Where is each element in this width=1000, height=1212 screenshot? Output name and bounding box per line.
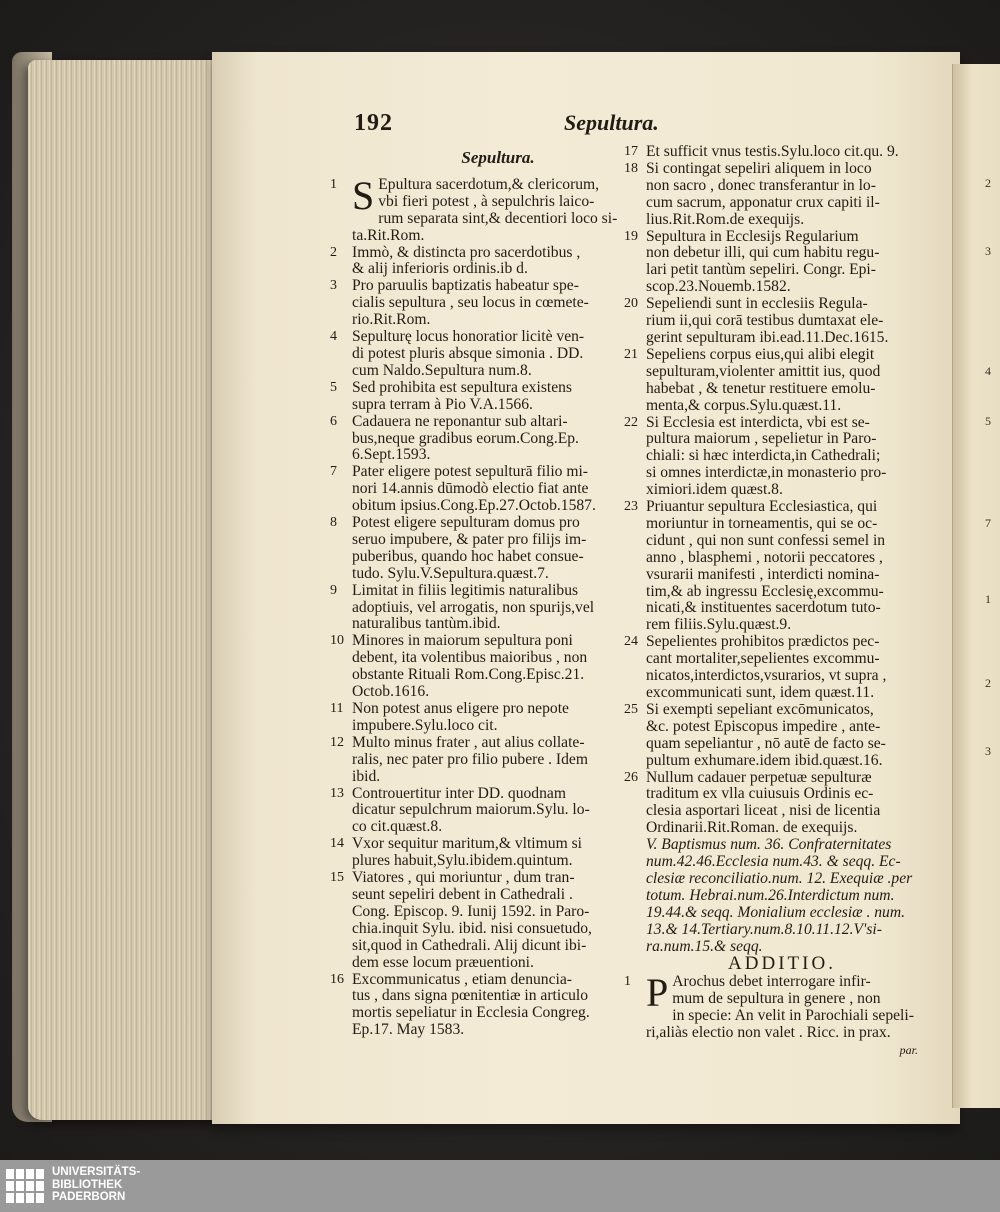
entry-line: Cong. Episcop. 9. Iunij 1592. in Paro- (352, 902, 590, 920)
entry-line: seruo impubere, & pater pro filijs im- (352, 530, 587, 548)
entry-line: pultura maiorum , sepelietur in Paro- (646, 430, 877, 448)
numbered-entry (622, 347, 922, 415)
entry-line: quam sepeliantur , nō autē de facto se- (646, 734, 886, 752)
entry-line: Octob.1616. (352, 683, 430, 701)
entry-line: cum Naldo.Sepultura num.8. (352, 361, 532, 379)
entry-number: 4 (330, 329, 337, 345)
entry-line: cidunt , qui non sunt confessi semel in (646, 531, 886, 549)
numbered-entry (328, 633, 628, 701)
numbered-entry (622, 499, 922, 634)
numbered-entry (328, 786, 628, 837)
entry-line: vsurarii manifesti , interdicti nomina- (646, 565, 880, 583)
entry-line: pultum exhumare.idem ibid.quæst.16. (646, 751, 883, 769)
entry-line: Viatores , qui moriuntur , dum tran- (352, 869, 575, 887)
entry-number: 3 (330, 278, 337, 294)
entry-line: nori 14.annis dūmodò electio fiat ante (352, 480, 589, 498)
facing-page-margin-number: 4 (985, 364, 991, 378)
entry-line: rium ii,qui corā testibus dumtaxat ele- (646, 312, 884, 330)
entry-number: 19 (624, 228, 638, 244)
entry-line: in specie: An velit in Parochiali sepeli- (672, 1007, 914, 1025)
entry-line: chiali: si hæc interdicta,in Cathedrali; (646, 447, 881, 465)
page-number: 192 (354, 110, 393, 136)
entry-line: Pater eligere potest sepulturā filio mi- (352, 463, 589, 481)
entry-line: V. Baptismus num. 36. Confraternitates (646, 836, 892, 854)
entry-line: sepulturam,violenter amittit ius, quod (646, 362, 881, 380)
book-page (212, 52, 960, 1124)
entry-line: Sepeliendi sunt in ecclesiis Regula- (646, 295, 868, 313)
entry-line: non debetur illi, qui cum habitu regu- (646, 244, 880, 262)
entry-line: di potest pluris absque simonia . DD. (352, 344, 584, 362)
entry-line: ibid. (352, 767, 381, 785)
entry-line: traditum ex vlla cuiusuis Ordinis ec- (646, 785, 874, 803)
entry-line: nicati,& instituentes sacerdotum tuto- (646, 599, 881, 617)
entry-number: 25 (624, 701, 638, 717)
entry-line: naturalibus tantùm.ibid. (352, 615, 501, 633)
facing-page-margin-number: 3 (985, 244, 991, 258)
numbered-entry (328, 380, 628, 414)
numbered-entry (328, 329, 628, 380)
facing-page-margin-number: 3 (985, 744, 991, 758)
additio-entry (622, 970, 922, 1042)
numbered-entry (622, 837, 922, 955)
entry-line: num.42.46.Ecclesia num.43. & seqq. Ec- (646, 853, 901, 871)
numbered-entry (328, 583, 628, 634)
entry-line: scop.23.Nouemb.1582. (646, 278, 791, 296)
entry-line: adoptiuis, vel arrogatis, non spurijs,vel (352, 598, 595, 616)
entry-line: 6.Sept.1593. (352, 446, 431, 464)
entry-line: &c. potest Episcopus impedire , ante- (646, 717, 881, 735)
entry-number: 16 (330, 971, 344, 987)
entry-line: obitum ipsius.Cong.Ep.27.Octob.1587. (352, 497, 596, 515)
entry-line: Ep.17. May 1583. (352, 1021, 465, 1039)
right-text-column (622, 144, 922, 1059)
entry-line: & alij inferioris ordinis.ib d. (352, 260, 528, 278)
entry-line: plures habuit,Sylu.ibidem.quintum. (352, 852, 573, 870)
entry-line: Potest eligere sepulturam domus pro (352, 514, 580, 532)
entry-line: Cadauera ne reponantur sub altari- (352, 412, 568, 430)
entry-line: totum. Hebrai.num.26.Interdictum num. (646, 886, 895, 904)
entry-line: vbi fieri potest , à sepulchris laico- (378, 192, 595, 210)
numbered-entry (328, 172, 628, 245)
numbered-entry (328, 972, 628, 1040)
entry-line: sit,quod in Cathedrali. Alij dicunt ibi- (352, 936, 587, 954)
library-name-line: PADERBORN (52, 1191, 126, 1203)
entry-line: rem filiis.Sylu.quæst.9. (646, 616, 792, 634)
drop-cap: P (646, 970, 669, 1016)
facing-page-margin-number: 2 (985, 176, 991, 190)
numbered-entry (328, 735, 628, 786)
page-fore-edge (28, 60, 218, 1120)
entry-line: nicatos,interdictos,vsurarios, vt supra , (646, 667, 887, 685)
library-footer-banner (0, 1160, 1000, 1212)
numbered-entry (622, 415, 922, 500)
entry-line: Minores in maiorum sepultura poni (352, 632, 573, 650)
entry-number: 11 (330, 701, 344, 716)
entry-line: mortis sepeliatur in Ecclesia Congreg. (352, 1004, 590, 1022)
entry-number: 7 (330, 464, 337, 480)
entry-number: 20 (624, 296, 638, 312)
entry-line: Ordinarii.Rit.Roman. de exequijs. (646, 819, 858, 837)
entry-number: 2 (330, 244, 337, 260)
entry-line: Epultura sacerdotum,& clericorum, (378, 175, 600, 193)
entry-number: 9 (330, 582, 337, 598)
entry-line: non sacro , donec transferantur in lo- (646, 176, 876, 194)
entry-number: 1 (624, 974, 631, 990)
entry-line: Limitat in filiis legitimis naturalibus (352, 581, 579, 599)
entry-line: lari petit tantùm sepeliri. Congr. Epi- (646, 261, 876, 279)
entry-number: 17 (624, 144, 638, 159)
entry-line: si omnes interdictæ,in monasterio pro- (646, 464, 887, 482)
entry-number: 26 (624, 769, 638, 785)
running-head (212, 108, 960, 138)
entry-line: clesiæ reconciliatio.num. 12. Exequiæ .per (646, 869, 913, 887)
entry-line: Si exempti sepeliant excōmunicatos, (646, 700, 874, 718)
entry-number: 12 (330, 734, 344, 750)
entry-line: seunt sepeliri debent in Cathedrali . (352, 885, 573, 903)
entry-line: puberibus, quando hoc habet consue- (352, 547, 584, 565)
entry-line: habebat , & tenetur restituere emolu- (646, 379, 876, 397)
entry-line: Arochus debet interrogare infir- (672, 973, 871, 991)
entry-number: 10 (330, 633, 344, 649)
entry-line: dem esse locum præuentioni. (352, 953, 534, 971)
entry-line: anno , blasphemi , notorii peccatores , (646, 548, 883, 566)
left-text-column (328, 150, 628, 1039)
section-heading: Sepultura. (461, 148, 535, 167)
entry-line: cialis sepultura , seu locus in cœmete- (352, 294, 589, 312)
entry-line: Priuantur sepultura Ecclesiastica, qui (646, 498, 878, 516)
running-title: Sepultura. (564, 110, 659, 135)
entry-line: tus , dans signa pœnitentiæ in articulo (352, 987, 589, 1005)
facing-page-margin-number: 5 (985, 414, 991, 428)
entry-line: 13.& 14.Tertiary.num.8.10.11.12.V'si- (646, 920, 882, 938)
next-page-edge (952, 64, 1000, 1108)
entry-line: 19.44.& seqq. Monialium ecclesiæ . num. (646, 903, 905, 921)
entry-line: impubere.Sylu.loco cit. (352, 716, 498, 734)
entry-line: Nullum cadauer perpetuæ sepulturæ (646, 768, 872, 786)
entry-line: rum separata sint,& decentiori loco si- (378, 209, 618, 227)
entry-line: Multo minus frater , aut alius collate- (352, 733, 585, 751)
entry-line: bus,neque gradibus eorum.Cong.Ep. (352, 429, 579, 447)
numbered-entry (328, 836, 628, 870)
entry-line: co cit.quæst.8. (352, 818, 443, 836)
entry-line: Vxor sequitur maritum,& vltimum si (352, 835, 582, 853)
entry-line: gerint sepulturam ibi.ead.11.Dec.1615. (646, 328, 889, 346)
numbered-entry (328, 701, 628, 735)
entry-line: supra terram à Pio V.A.1566. (352, 395, 533, 413)
entry-line: mum de sepultura in genere , non (672, 990, 881, 1008)
entry-line: rio.Rit.Rom. (352, 311, 431, 329)
catchword: par. (899, 1043, 918, 1058)
numbered-entry (328, 414, 628, 465)
entry-line: lius.Rit.Rom.de exequijs. (646, 210, 805, 228)
facing-page-margin-number: 7 (985, 516, 991, 530)
entry-line: Sepulturę locus honoratior licitè ven- (352, 328, 585, 346)
numbered-entry (328, 464, 628, 515)
entry-line: Si Ecclesia est interdicta, vbi est se- (646, 413, 870, 431)
entry-line: ri,aliàs electio non valet . Ricc. in prax. (646, 1024, 891, 1042)
entry-line: ximiori.idem quæst.8. (646, 481, 783, 499)
library-logo-icon (6, 1169, 44, 1203)
entry-number: 5 (330, 379, 337, 395)
facing-page-margin-number: 1 (985, 592, 991, 606)
entry-line: Pro paruulis baptizatis habeatur spe- (352, 277, 579, 295)
entry-number: 21 (624, 346, 638, 362)
entry-line: cum sacrum, apponatur crux capiti il- (646, 193, 880, 211)
entry-line: Si contingat sepeliri aliquem in loco (646, 159, 872, 177)
numbered-entry (622, 634, 922, 702)
library-name-line: BIBLIOTHEK (52, 1178, 123, 1191)
entry-number: 22 (624, 414, 638, 430)
right-entry-list (622, 144, 922, 956)
numbered-entry (328, 870, 628, 971)
numbered-entry (622, 770, 922, 838)
entry-line: ta.Rit.Rom. (352, 226, 425, 244)
entry-number: 14 (330, 836, 344, 852)
entry-number: 24 (624, 634, 638, 650)
entry-line: menta,& corpus.Sylu.quæst.11. (646, 396, 842, 414)
entry-line: moriuntur in torneamentis, qui se oc- (646, 514, 878, 532)
entry-line: dicatur sepulchrum maiorum.Sylu. lo- (352, 801, 590, 819)
numbered-entry (622, 144, 922, 161)
drop-cap: S (352, 172, 375, 218)
entry-number: 13 (330, 785, 344, 801)
numbered-entry (622, 229, 922, 297)
entry-line: Immò, & distincta pro sacerdotibus , (352, 243, 581, 261)
library-name-line: UNIVERSITÄTS- (52, 1166, 141, 1178)
entry-line: ralis, nec pater pro filio pubere . Idem (352, 750, 588, 768)
numbered-entry (328, 278, 628, 329)
entry-line: Excommunicatus , etiam denuncia- (352, 970, 572, 988)
entry-line: tudo. Sylu.V.Sepultura.quæst.7. (352, 564, 549, 582)
entry-line: obstante Rituali Rom.Cong.Episc.21. (352, 666, 585, 684)
entry-line: excommunicati sunt, idem quæst.11. (646, 684, 875, 701)
entry-line: Sepelientes prohibitos prædictos pec- (646, 633, 880, 651)
entry-line: Sepeliens corpus eius,qui alibi elegit (646, 345, 875, 363)
entry-line: cant mortaliter,sepelientes excommu- (646, 650, 880, 668)
entry-number: 15 (330, 870, 344, 886)
entry-line: Sed prohibita est sepultura existens (352, 378, 573, 396)
entry-line: Controuertitur inter DD. quodnam (352, 784, 566, 802)
entry-line: Et sufficit vnus testis.Sylu.loco cit.qu. 9. (646, 143, 899, 160)
numbered-entry (328, 515, 628, 583)
numbered-entry (622, 296, 922, 347)
additio-heading: ADDITIO. (728, 952, 836, 974)
entry-line: Non potest anus eligere pro nepote (352, 700, 569, 717)
numbered-entry (622, 161, 922, 229)
left-entry-list (328, 172, 628, 1039)
entry-line: debent, ita volentibus maioribus , non (352, 649, 588, 667)
entry-number: 1 (330, 176, 337, 192)
entry-number: 8 (330, 515, 337, 531)
entry-line: clesia asportari liceat , nisi de licentia (646, 802, 881, 820)
numbered-entry (328, 245, 628, 279)
entry-number: 6 (330, 413, 337, 429)
entry-line: chia.inquit Sylu. ibid. nisi consuetudo, (352, 919, 592, 937)
entry-number: 23 (624, 499, 638, 515)
entry-number: 18 (624, 160, 638, 176)
facing-page-margin-number: 2 (985, 676, 991, 690)
library-name (52, 1166, 140, 1204)
numbered-entry (622, 702, 922, 770)
entry-line: Sepultura in Ecclesijs Regularium (646, 227, 859, 245)
entry-line: ra.num.15.& seqq. (646, 937, 763, 955)
entry-line: tim,& ab ingressu Ecclesię,excommu- (646, 582, 884, 600)
